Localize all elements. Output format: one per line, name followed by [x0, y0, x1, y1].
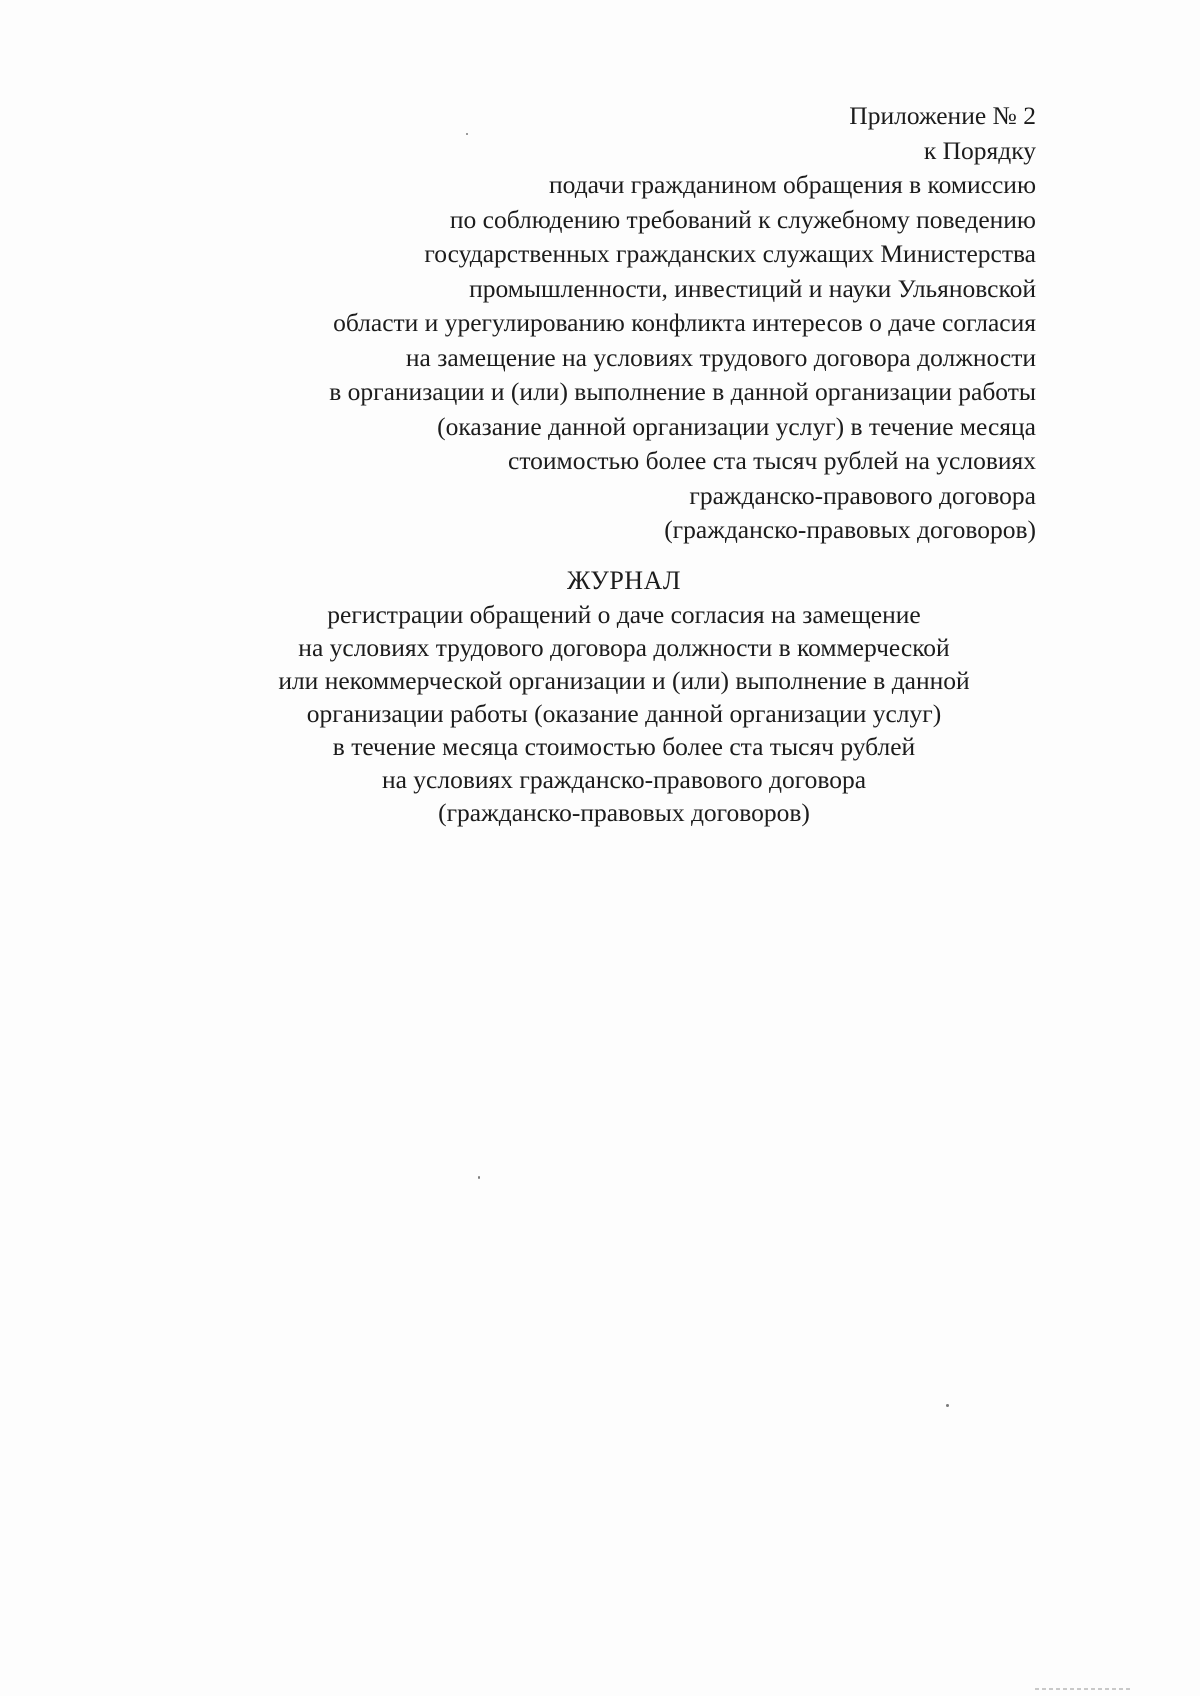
appendix-line: государственных гражданских служащих Министерства [424, 239, 1036, 268]
appendix-line: к Порядку [923, 135, 1036, 165]
journal-subtitle-line: или некоммерческой организации и (или) выполнение в данной [278, 666, 970, 695]
appendix-line: подачи гражданином обращения в комиссию [549, 170, 1036, 199]
journal-subtitle-line: в течение месяца стоимостью более ста тысяч рублей [332, 732, 916, 761]
appendix-line: Приложение № 2 [849, 101, 1036, 130]
journal-title: ЖУРНАЛ [567, 566, 681, 595]
appendix-line: промышленности, инвестиций и науки Ульяновской [469, 273, 1036, 303]
scan-speck [466, 133, 468, 135]
journal-subtitle-line: на условиях гражданско-правового договора [381, 765, 867, 794]
journal-subtitle-line: на условиях трудового договора должности в коммерческой [298, 633, 950, 662]
scan-speck [946, 1404, 949, 1407]
appendix-line: гражданско-правового договора [689, 480, 1036, 510]
scan-edge-mark [1035, 1688, 1130, 1690]
journal-subtitle [0, 598, 1200, 829]
appendix-line: стоимостью более ста тысяч рублей на условиях [508, 446, 1036, 475]
appendix-line: на замещение на условиях трудового договора должности [405, 342, 1036, 372]
appendix-line: (оказание данной организации услуг) в течение месяца [437, 411, 1036, 441]
journal-subtitle-line: регистрации обращений о даче согласия на замещение [327, 600, 921, 629]
appendix-line: области и урегулированию конфликта интересов о даче согласия [333, 308, 1036, 337]
scan-speck [478, 1176, 480, 1179]
appendix-line: (гражданско-правовых договоров) [664, 515, 1036, 544]
appendix-header [136, 99, 1036, 548]
journal-subtitle-line: (гражданско-правовых договоров) [438, 798, 810, 827]
appendix-line: по соблюдению требований к служебному поведению [449, 204, 1036, 234]
appendix-line: в организации и (или) выполнение в данной организации работы [329, 377, 1036, 406]
journal-subtitle-line: организации работы (оказание данной организации услуг) [306, 699, 942, 728]
